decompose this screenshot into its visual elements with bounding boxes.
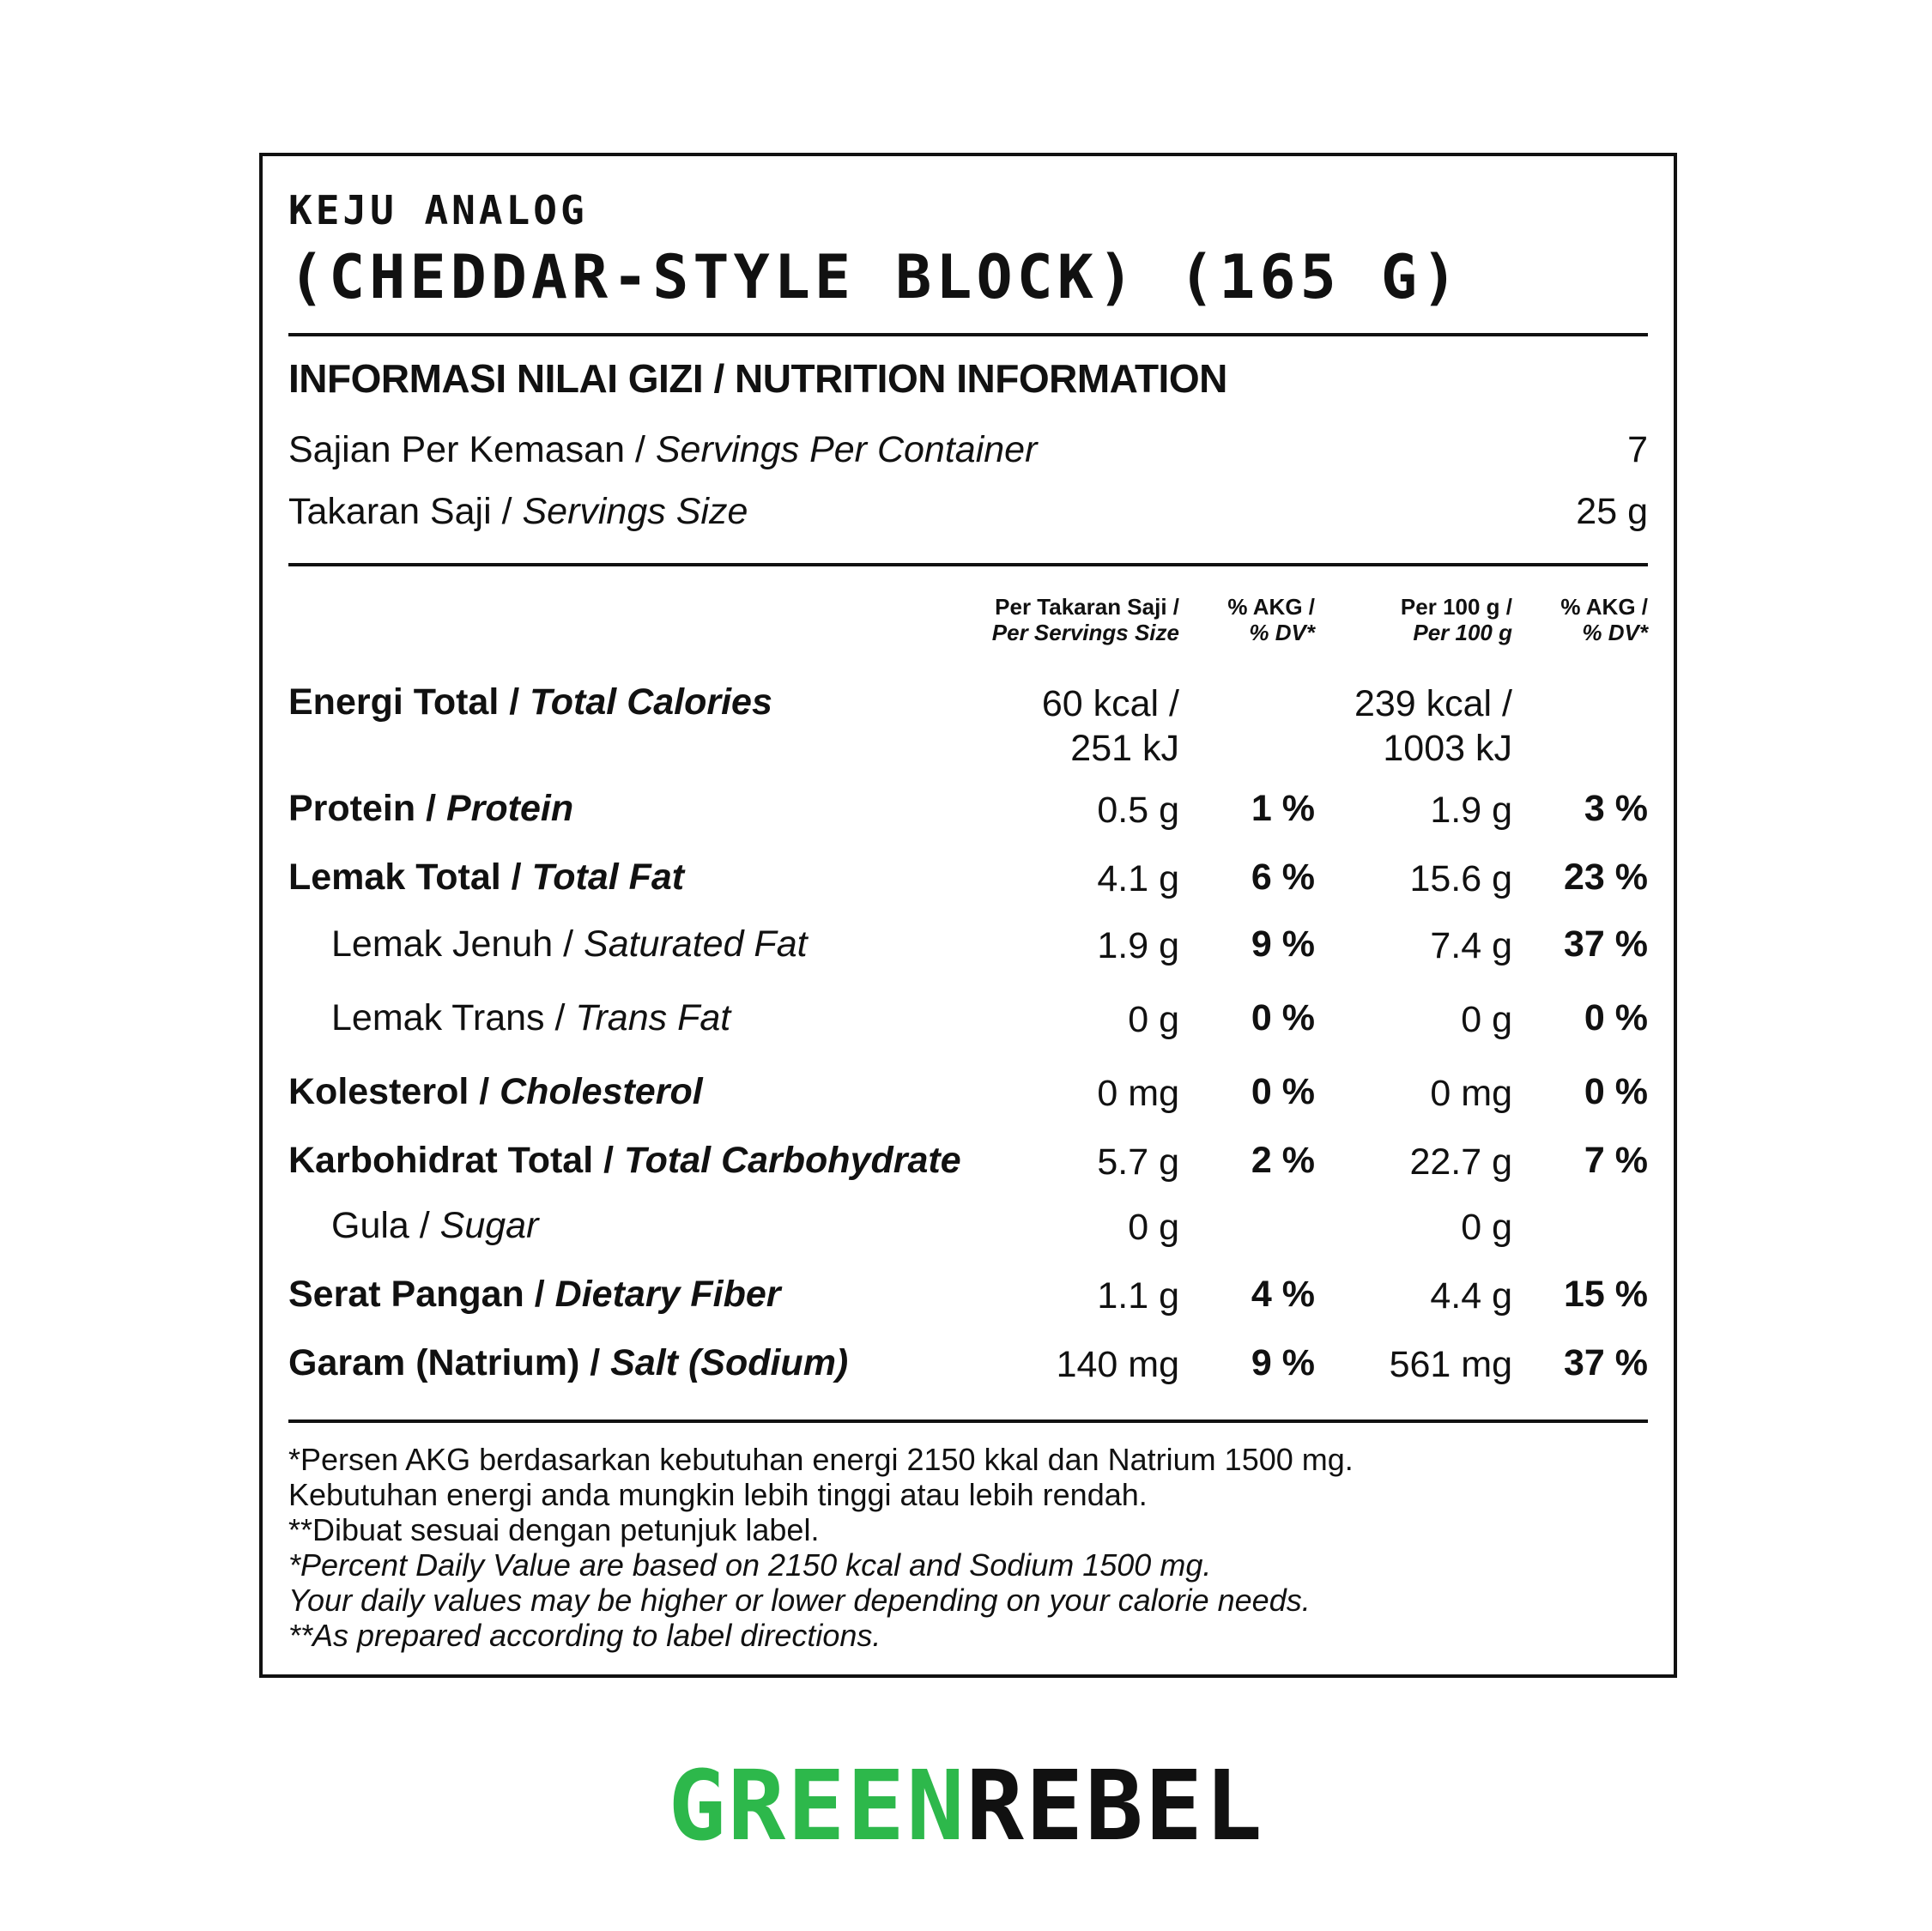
nutrient-name: Energi Total / Total Calories	[288, 681, 772, 723]
nutrient-row-total-carbohydrate	[288, 1140, 1648, 1191]
nutrient-row-total-fat	[288, 857, 1648, 908]
divider-bottom	[288, 1419, 1648, 1423]
nutrient-name: Kolesterol / Cholesterol	[288, 1071, 703, 1112]
nutrition-panel	[259, 153, 1677, 1678]
value-per-serving: 0 mg	[1097, 1073, 1179, 1114]
nutrient-row-protein	[288, 788, 1648, 839]
value-per-serving: 140 mg	[1056, 1344, 1179, 1385]
value-per-serving: 0 g	[1128, 1207, 1179, 1248]
value-per-100g: 15.6 g	[1409, 858, 1512, 899]
dv-per-100g: 37 %	[1563, 1342, 1648, 1383]
brand-logo-green: GREEN	[668, 1751, 966, 1862]
dv-per-serving: 1 %	[1251, 788, 1315, 829]
footnote-id-1: *Persen AKG berdasarkan kebutuhan energi 2150 kkal dan Natrium 1500 mg.	[288, 1442, 1354, 1477]
nutrient-row-trans-fat	[288, 997, 1648, 1049]
nutrient-name: Lemak Trans / Trans Fat	[331, 997, 731, 1038]
dv-per-serving: 4 %	[1251, 1274, 1315, 1315]
value-per-serving: 0.5 g	[1097, 790, 1179, 831]
value-per-100g: 0 mg	[1430, 1073, 1512, 1114]
value-per-serving: 1.9 g	[1097, 925, 1179, 966]
dv-per-100g: 23 %	[1563, 857, 1648, 898]
value-per-100g: 561 mg	[1389, 1344, 1512, 1385]
dv-per-100g: 0 %	[1584, 1071, 1648, 1112]
footnote-id-3: **Dibuat sesuai dengan petunjuk label.	[288, 1512, 820, 1547]
value-per-100g: 7.4 g	[1430, 925, 1512, 966]
nutrient-name: Lemak Total / Total Fat	[288, 857, 685, 898]
nutrient-row-energy	[288, 681, 1648, 776]
footnote-en-2: Your daily values may be higher or lower depending on your calorie needs.	[288, 1583, 1311, 1618]
nutrient-name: Karbohidrat Total / Total Carbohydrate	[288, 1140, 961, 1181]
value-per-serving: 4.1 g	[1097, 858, 1179, 899]
serving-size-label: Takaran Saji / Servings Size	[288, 491, 748, 532]
panel-content	[288, 156, 1648, 1674]
nutrient-name: Gula / Sugar	[331, 1205, 539, 1246]
product-title-line2: (CHEDDAR-STYLE BLOCK) (165 G)	[288, 242, 1463, 312]
value-per-100g: 22.7 g	[1409, 1141, 1512, 1183]
brand-logo-rebel: REBEL	[966, 1751, 1264, 1862]
footnotes	[288, 1442, 1354, 1653]
nutrient-name: Garam (Natrium) / Salt (Sodium)	[288, 1342, 849, 1383]
dv-per-serving: 0 %	[1251, 1071, 1315, 1112]
nutrient-row-sugar	[288, 1205, 1648, 1256]
serving-size-value: 25 g	[1576, 491, 1648, 532]
value-per-serving: 60 kcal / 251 kJ	[1041, 683, 1179, 769]
divider-top	[288, 333, 1648, 336]
dv-per-100g: 0 %	[1584, 997, 1648, 1038]
servings-per-container-row	[288, 429, 1648, 477]
dv-per-100g: 15 %	[1563, 1274, 1648, 1315]
nutrient-row-sodium	[288, 1342, 1648, 1394]
servings-per-container-label: Sajian Per Kemasan / Servings Per Container	[288, 429, 1038, 470]
nutrient-name: Serat Pangan / Dietary Fiber	[288, 1274, 781, 1315]
column-header-per-100g: Per 100 g / Per 100 g	[1400, 594, 1512, 645]
value-per-serving: 1.1 g	[1097, 1275, 1179, 1317]
dv-per-100g: 3 %	[1584, 788, 1648, 829]
value-per-100g: 1.9 g	[1430, 790, 1512, 831]
nutrient-row-saturated-fat	[288, 923, 1648, 975]
value-per-100g: 0 g	[1461, 999, 1512, 1040]
dv-per-serving: 9 %	[1251, 923, 1315, 965]
dv-per-100g: 37 %	[1563, 923, 1648, 965]
footnote-en-3: **As prepared according to label directions.	[288, 1618, 881, 1653]
divider-servings	[288, 563, 1648, 566]
product-title-line1: KEJU ANALOG	[288, 187, 588, 233]
servings-per-container-value: 7	[1627, 429, 1648, 470]
brand-logo	[0, 1751, 1932, 1862]
dv-per-100g: 7 %	[1584, 1140, 1648, 1181]
nutrient-name: Lemak Jenuh / Saturated Fat	[331, 923, 808, 965]
nutrition-heading: INFORMASI NILAI GIZI / NUTRITION INFORMATION	[288, 356, 1227, 401]
value-per-serving: 0 g	[1128, 999, 1179, 1040]
dv-per-serving: 9 %	[1251, 1342, 1315, 1383]
footnote-en-1: *Percent Daily Value are based on 2150 kcal and Sodium 1500 mg.	[288, 1547, 1212, 1583]
dv-per-serving: 2 %	[1251, 1140, 1315, 1181]
nutrient-row-dietary-fiber	[288, 1274, 1648, 1325]
value-per-100g: 239 kcal / 1003 kJ	[1354, 683, 1512, 769]
value-per-100g: 4.4 g	[1430, 1275, 1512, 1317]
serving-size-row	[288, 491, 1648, 539]
column-header-dv-serving: % AKG / % DV*	[1227, 594, 1315, 645]
footnote-id-2: Kebutuhan energi anda mungkin lebih tinggi atau lebih rendah.	[288, 1477, 1148, 1512]
dv-per-serving: 0 %	[1251, 997, 1315, 1038]
column-header-dv-100g: % AKG / % DV*	[1560, 594, 1648, 645]
nutrient-name: Protein / Protein	[288, 788, 574, 829]
dv-per-serving: 6 %	[1251, 857, 1315, 898]
value-per-100g: 0 g	[1461, 1207, 1512, 1248]
nutrient-row-cholesterol	[288, 1071, 1648, 1123]
value-per-serving: 5.7 g	[1097, 1141, 1179, 1183]
column-header-per-serving: Per Takaran Saji / Per Servings Size	[991, 594, 1179, 645]
